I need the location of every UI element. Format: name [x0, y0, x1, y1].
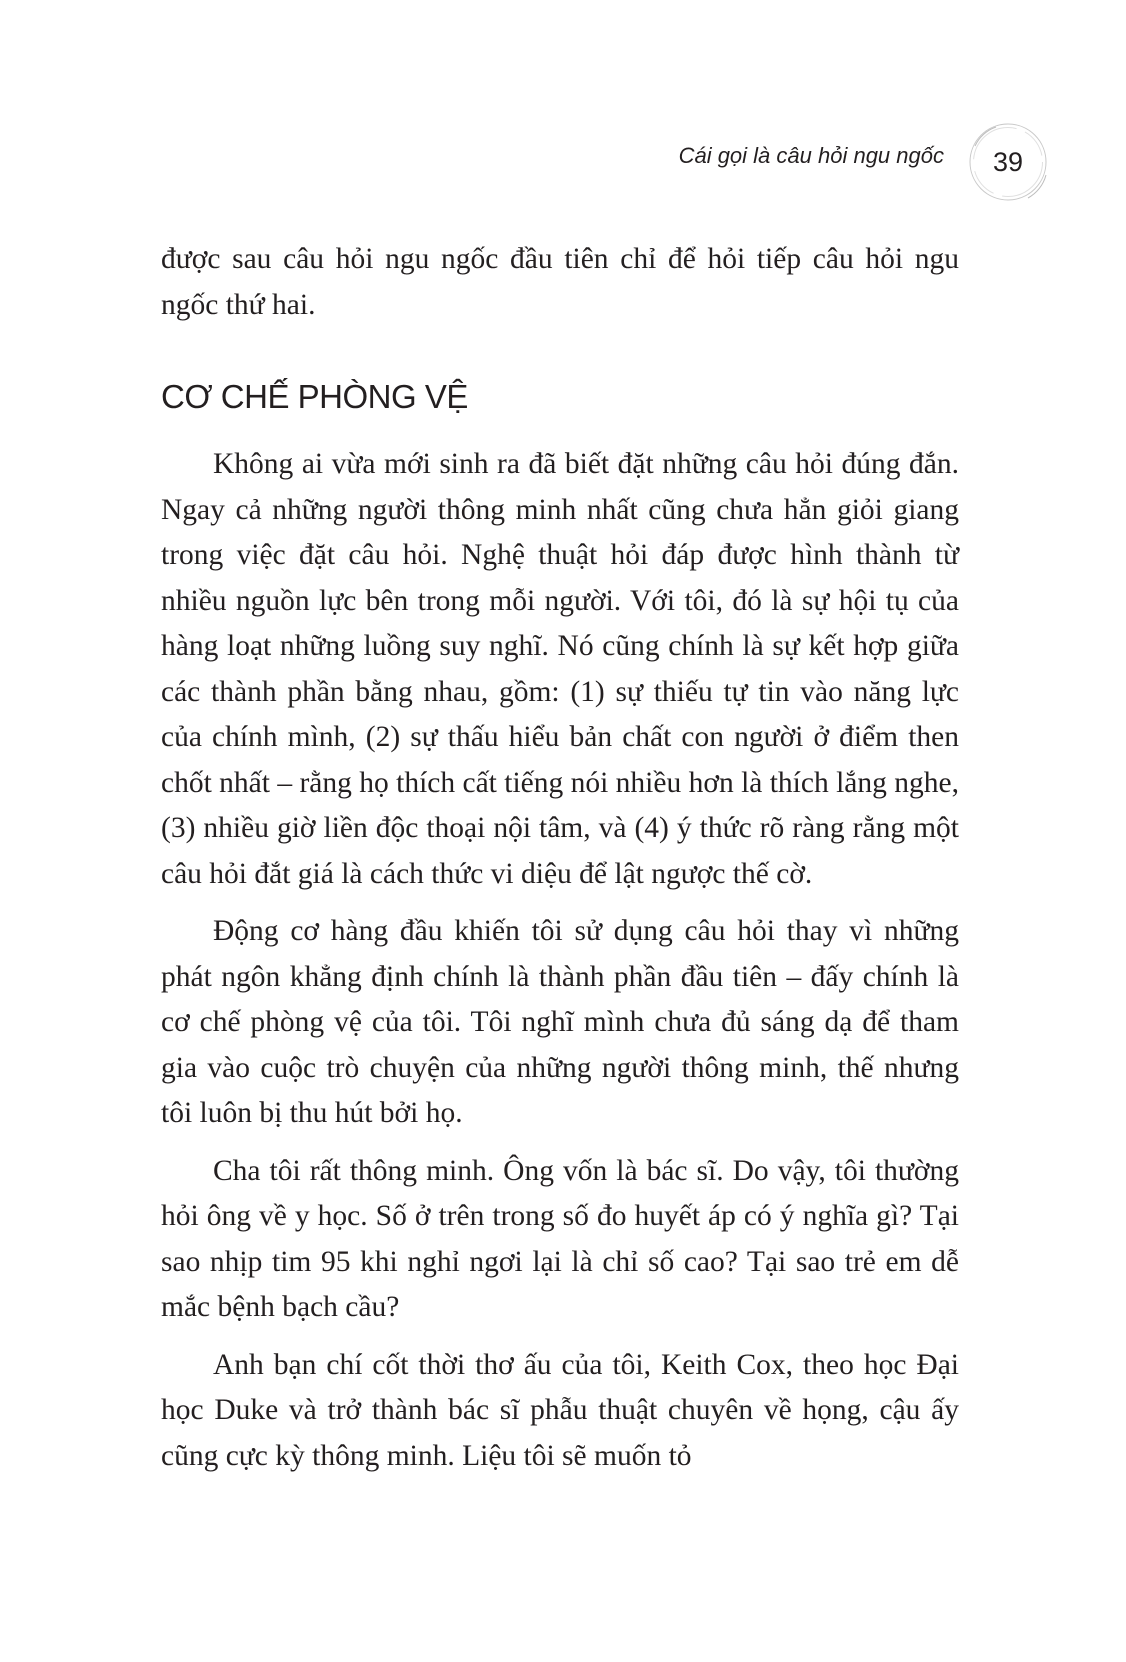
body-paragraph-3: Cha tôi rất thông minh. Ông vốn là bác sĩ. Do vậy, tôi thường hỏi ông về y học. Số ở trên trong số đo huyết áp có ý nghĩa gì? Tại sao nhịp tim 95 khi nghỉ ngơi lại là chỉ số cao? Tại sao trẻ em dễ mắc bệnh bạch cầu?: [161, 1154, 959, 1323]
opening-paragraph: được sau câu hỏi ngu ngốc đầu tiên chỉ để hỏi tiếp câu hỏi ngu ngốc thứ hai.: [161, 243, 959, 321]
page-body: [161, 237, 959, 1479]
page-number-badge: [966, 120, 1050, 204]
section-heading: CƠ CHẾ PHÒNG VỆ: [161, 378, 468, 415]
body-paragraph-4: Anh bạn chí cốt thời thơ ấu của tôi, Keith Cox, theo học Đại học Duke và trở thành bác sĩ phẫu thuật chuyên về họng, cậu ấy cũng cực kỳ thông minh. Liệu tôi sẽ muốn tỏ: [161, 1348, 959, 1472]
running-head-title: Cái gọi là câu hỏi ngu ngốc: [678, 143, 944, 168]
body-paragraph-1: Không ai vừa mới sinh ra đã biết đặt những câu hỏi đúng đắn. Ngay cả những người thông minh nhất cũng chưa hẳn giỏi giang trong việc đặt câu hỏi. Nghệ thuật hỏi đáp được hình thành từ nhiều nguồn lực bên trong mỗi người. Với tôi, đó là sự hội tụ của hàng loạt những luồng suy nghĩ. Nó cũng chính là sự kết hợp giữa các thành phần bằng nhau, gồm: (1) sự thiếu tự tin vào năng lực của chính mình, (2) sự thấu hiểu bản chất con người ở điểm then chốt nhất – rằng họ thích cất tiếng nói nhiều hơn là thích lắng nghe, (3) nhiều giờ liền độc thoại nội tâm, và (4) ý thức rõ ràng rằng một câu hỏi đắt giá là cách thức vi diệu để lật ngược thế cờ.: [161, 448, 959, 890]
page-number: 39: [992, 147, 1024, 177]
body-paragraph-2: Động cơ hàng đầu khiến tôi sử dụng câu hỏi thay vì những phát ngôn khẳng định chính là thành phần đầu tiên – đấy chính là cơ chế phòng vệ của tôi. Tôi nghĩ mình chưa đủ sáng dạ để tham gia vào cuộc trò chuyện của những người thông minh, thế nhưng tôi luôn bị thu hút bởi họ.: [161, 915, 959, 1129]
